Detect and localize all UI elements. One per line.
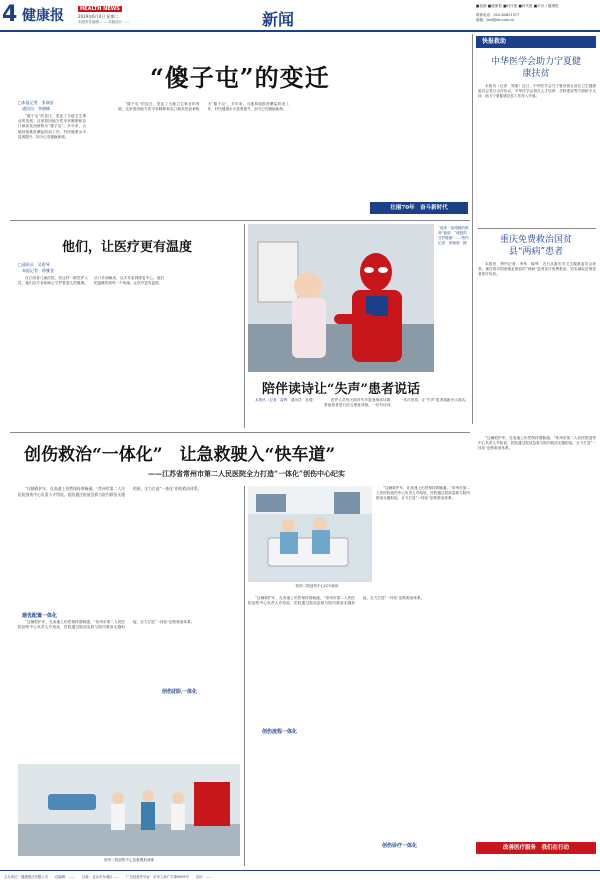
sidebar-story2-text: 本报讯 特约记者 李炜 喻琴 近日从重庆市卫生健康委员会获悉，重庆将对国家级贫困县的“两病”患者实行免费救治，切实减轻贫困患者医疗负担。 — [478, 262, 596, 277]
spiderman-photo-caption: “他来一条漫威的救命”他说：“诚恳的守护健康”……特约记者 张晓莉 摄 — [438, 226, 469, 245]
article3-byline: 本报讯（记者 雷辉 通讯员 杜璟） — [255, 398, 317, 402]
section-rule — [10, 432, 470, 433]
article4-section-3: 创伤流程一体化 — [262, 729, 298, 735]
article2-byline-correspondent: □通讯员 吴碧琴 — [18, 262, 50, 267]
sidebar-section-tag: 快报救助 — [476, 36, 596, 48]
article4-text: “这辆救护车，在高速上仍然保持着畅通。”常州市第二人民医院创伤中心负责人介绍说，医院通过院前急救与院内救治无缝衔接，全力打造“一体化”创伤救治体系。 — [478, 436, 596, 451]
nav-item: ■健康报 — [487, 4, 502, 8]
article1-text: “傻子屯”的变迁，见证了当地卫生事业的发展。这里曾因地方性甲状腺肿和克汀病高发而被称为“傻子屯”。多年来，当地持续推进碘盐防治工作，村民健康水平显著提升，如今已旧貌换新颜。 — [118, 102, 289, 112]
footer-rule — [0, 870, 600, 871]
article1-body-cont — [118, 102, 468, 206]
sidebar-story1-body — [478, 84, 596, 224]
header-rule — [0, 30, 600, 32]
col-rule — [244, 486, 245, 866]
contact-info — [476, 13, 598, 23]
nav-item: ■视频 — [476, 4, 487, 8]
masthead: 健康报 — [22, 8, 64, 24]
drill-photo — [18, 764, 240, 856]
article3-body — [248, 398, 470, 428]
nav-item: ■时代报 — [503, 4, 518, 8]
article2-body — [18, 276, 240, 426]
col-rule — [244, 224, 245, 428]
article2-byline — [18, 262, 54, 274]
section-title: 新闻 — [262, 10, 295, 29]
nav-item: ■时代报 — [518, 4, 533, 8]
article2-byline-reporter: 本报记者 徐雅金 — [18, 268, 54, 273]
article1-photo-caption: 壮丽70年 奋斗新时代 — [370, 202, 468, 214]
article1-title: “傻子屯”的变迁 — [150, 63, 330, 92]
article4-subtitle: ——江苏省常州市第二人民医院全力打造“一体化”创伤中心纪实 — [148, 469, 346, 478]
col-rule — [472, 34, 473, 424]
article4-text: “这辆救护车，在高速上仍然保持着畅通。”常州市第二人民医院创伤中心负责人介绍说，医院通过院前急救与院内救治无缝衔接，全力打造“一体化”创伤救治体系。 — [18, 620, 195, 630]
article1-byline — [18, 100, 54, 112]
article1-body — [18, 114, 86, 206]
article1-text: “傻子屯”的变迁，见证了当地卫生事业的发展。这里曾因地方性甲状腺肿和克汀病高发而被称为“傻子屯”。多年来，当地持续推进碘盐防治工作，村民健康水平显著提升，如今已旧貌换新颜。 — [18, 114, 86, 139]
article4-lead — [18, 486, 240, 608]
article4-section-4: 创伤诊疗一体化 — [382, 843, 418, 849]
contact-email: 邮箱：jkb@jkb.com.cn — [476, 18, 515, 22]
sidebar-col-bottom — [478, 436, 596, 838]
nav-item: ■平台 / 健康报 — [533, 4, 559, 8]
article4-text: “这辆救护车，在高速上仍然保持着畅通。”常州市第二人民医院创伤中心负责人介绍说，医院通过院前急救与院内救治无缝衔接，全力打造“一体化”创伤救治体系。 — [248, 596, 425, 606]
spiderman-photo — [248, 224, 434, 372]
section-rule — [10, 220, 470, 221]
contact-phone: 联系电话：010-64621377 — [476, 13, 520, 17]
icu-photo — [248, 486, 372, 582]
footer-line: 主办单位：健康报社有限公司 总编辑：…… 社址：北京市东城区…… 广告经营许可证：京东工商广字第0095号 定价：…… — [4, 875, 213, 879]
sidebar-rule — [478, 228, 596, 229]
article2-title: 他们，让医疗更有温度 — [62, 240, 193, 255]
article2-text: 在江西省儿童医院，有这样一群医护人员，他们以专业和耐心守护着患儿的健康。从门诊到病房，从手术室到康复中心，他们把温暖带到每一个角落，让医疗更有温度。 — [18, 276, 164, 286]
article1-byline-correspondent: 通讯员 李晓峰 — [18, 106, 50, 111]
brand-tag: HEALTH NEWS — [80, 6, 120, 12]
top-nav — [476, 4, 598, 9]
article3-text: 医护人员每天陪伴失声患者朗读诗歌，帮助患者进行语言康复训练。一句句诗词、一次次坚持，让“失声”患者重新开口说话。 — [324, 398, 469, 408]
page-number: 4 — [2, 2, 18, 27]
article3-title: 陪伴读诗让“失声”患者说话 — [262, 382, 420, 397]
article4-text: “这辆救护车，在高速上仍然保持着畅通。”常州市第二人民医院创伤中心负责人介绍说，医院通过院前急救与院内救治无缝衔接，全力打造“一体化”创伤救治体系。 — [376, 486, 470, 501]
sidebar-story1-title: 中华医学会助力宁夏健康扶贫 — [490, 57, 581, 79]
sidebar-story2-body — [478, 262, 596, 432]
icu-photo-caption: 常州二院创伤中心ICU病房 — [295, 584, 339, 588]
article4-lead-text: “这辆救护车，在高速上仍然保持着畅通。”常州市第二人民医院创伤中心负责人介绍说，医院通过院前急救与院内救治无缝衔接，全力打造“一体化”创伤救治体系。 — [18, 486, 202, 497]
drill-illustration — [18, 764, 240, 856]
article1-byline-reporter: □本报记者 张瑞安 — [18, 100, 54, 105]
article4-col-d — [248, 596, 470, 846]
spiderman-illustration — [248, 224, 434, 372]
sidebar-story2-title: 重庆免费救治国贫县“两病”患者 — [499, 235, 572, 257]
sidebar-story1-text: 本报讯（记者 刘燕）近日，中华医学会与宁夏回族自治区卫生健康委员会签订合作协议，中华医学会将在人才培养、学科建设等方面给予支持，助力宁夏健康扶贫工作深入开展。 — [478, 84, 596, 99]
article4-section-2: 创伤团队一体化 — [162, 689, 198, 695]
editor-line: 本版责任编辑 …… 本版设计 …… — [78, 20, 131, 24]
article4-title: 创伤救治“一体化” 让急救驶入“快车道” — [24, 445, 336, 465]
icu-illustration — [248, 486, 372, 582]
drill-photo-caption: 常州二院创伤中心急救模拟演练 — [103, 858, 155, 862]
article4-section-1: 建优配置一体化 — [22, 613, 58, 619]
sidebar-bottom-banner: 改善医疗服务 我们在行动 — [476, 842, 596, 854]
article4-col-c — [18, 620, 240, 760]
date-line: 2019年6月4日 星期二 — [78, 14, 119, 19]
